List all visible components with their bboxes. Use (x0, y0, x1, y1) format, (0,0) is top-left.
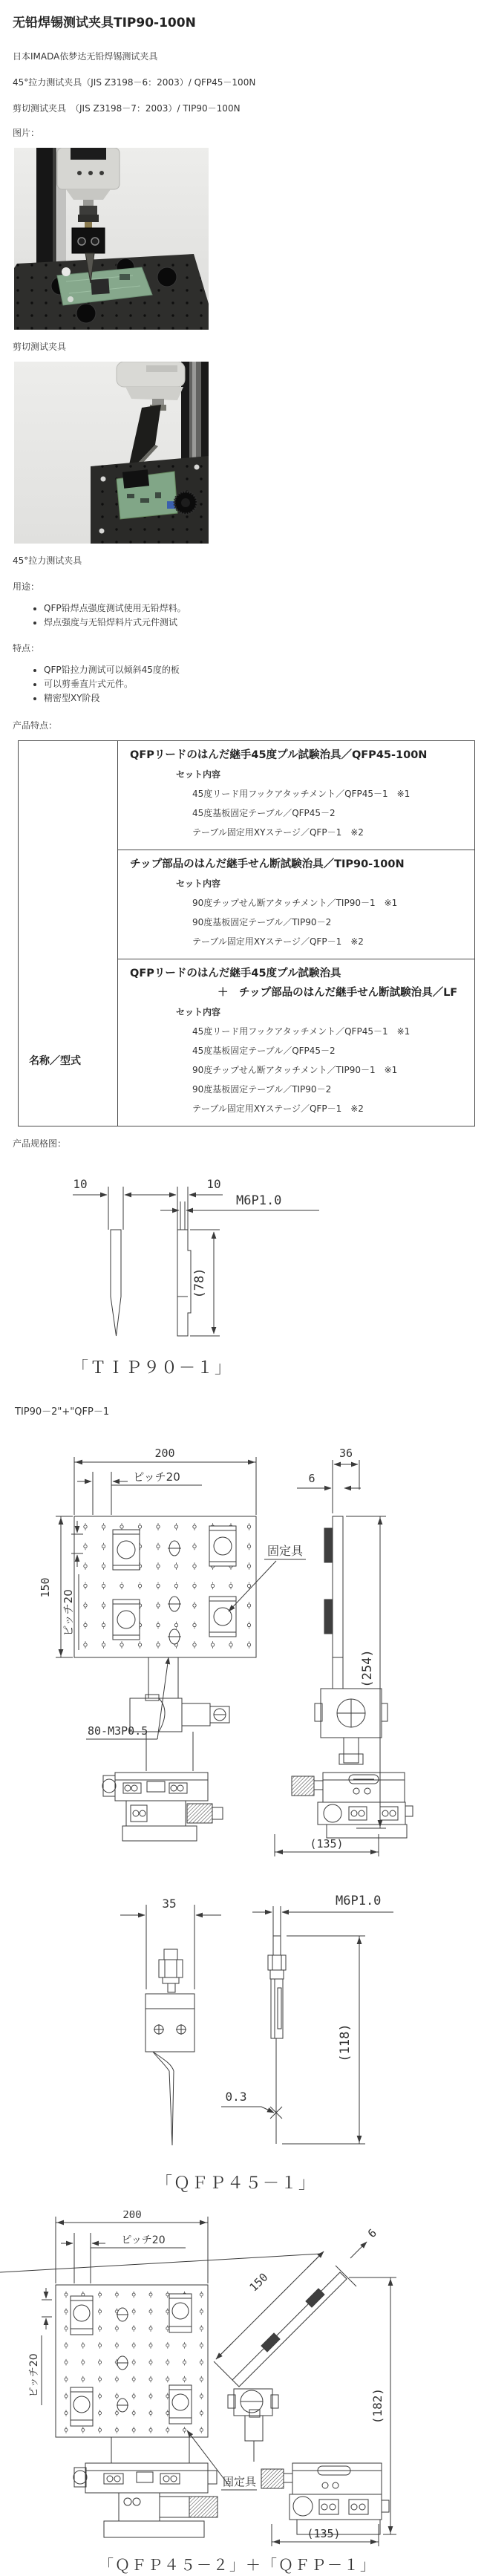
dim-36: 36 (339, 1447, 353, 1460)
section-title: QFPリードのはんだ継手45度プル試験治具／QFP45-100N (130, 749, 428, 761)
drawing-caption: 「ＱＦＰ４５－１」 (155, 2174, 317, 2193)
section-title: チップ部品のはんだ継手せん断試験治具／TIP90-100N (130, 858, 405, 870)
dim-tip: 0.3 (225, 2090, 247, 2104)
dim-width: 35 (162, 1897, 177, 1911)
set-item: 45度基板固定テーブル／QFP45－2 (192, 1046, 336, 1056)
set-item: テーブル固定用XYステージ／QFP－1 ※2 (192, 1103, 364, 1114)
pitch-left-label: ピッチ20 (28, 2353, 40, 2398)
pitch-top-label: ピッチ20 (133, 1470, 180, 1484)
thread-label: M6P1.0 (336, 1894, 382, 1908)
dim-width-right: 10 (206, 1177, 221, 1191)
dim-height: (118) (338, 2024, 353, 2062)
set-item: 45度基板固定テーブル／QFP45－2 (192, 808, 336, 818)
dim-width-left: 10 (73, 1177, 88, 1191)
usage-heading: 用途： (13, 581, 40, 592)
set-item: 90度基板固定テーブル／TIP90－2 (192, 1084, 332, 1095)
photo-pull-test-setup (14, 362, 209, 544)
clamp-knob (174, 492, 197, 514)
page-title: 无铅焊锡测试夹具TIP90-100N (13, 16, 196, 30)
set-contents-label: セット内容 (176, 769, 221, 780)
set-item: テーブル固定用XYステージ／QFP－1 ※2 (192, 827, 364, 838)
set-item: 90度チップせん断アタッチメント／TIP90－1 ※1 (192, 1065, 398, 1075)
table-section-tip90 (118, 850, 474, 959)
drawing-tip90-2-qfp-1 (0, 1442, 484, 1862)
set-contents-label: セット内容 (176, 878, 221, 889)
drawing-caption: 「ＱＦＰ４５－２」＋「ＱＦＰ－１」 (99, 2556, 376, 2574)
photo-shear-test-setup (14, 148, 209, 330)
dim-thickness: 6 (364, 2226, 380, 2241)
dim-stage-width: (135) (307, 2527, 341, 2540)
brand-line: 日本IMADA依梦达无铅焊锡测试夹具 (13, 51, 158, 62)
set-item: 90度基板固定テーブル／TIP90－2 (192, 917, 332, 927)
usage-list (13, 601, 484, 630)
holes-thread-label: 80-M3P0.5 (88, 1724, 148, 1738)
usage-item: • 焊点强度与无铅焊料片式元件测试 (44, 616, 484, 630)
drawing-qfp45-2-qfp-1 (0, 2211, 484, 2576)
feature-item: • QFP铅拉力测试可以倾斜45度的板 (44, 663, 484, 677)
dim-plate-length: 150 (246, 2270, 271, 2295)
section-title: QFPリードのはんだ継手45度プル試験治具 (130, 968, 341, 979)
set-item: 45度リード用フックアタッチメント／QFP45－1 ※1 (192, 1026, 411, 1037)
set-item: 45度リード用フックアタッチメント／QFP45－1 ※1 (192, 789, 411, 799)
drawing-caption: 「ＴＩＰ９０－１」 (71, 1359, 233, 1377)
dim-plate-width: 200 (154, 1447, 175, 1460)
drawing-tip90-1 (0, 1155, 484, 1386)
pull-test-line: 45°拉力测试夹具（JIS Z3198－6：2003）/ QFP45－100N (13, 77, 256, 88)
spec-table-heading: 产品特点： (13, 720, 58, 731)
pitch-top-label: ピッチ20 (121, 2234, 166, 2246)
feature-item: • 精密型XY阶段 (44, 691, 484, 705)
set-item: テーブル固定用XYステージ／QFP－1 ※2 (192, 936, 364, 947)
pcb-board (117, 469, 177, 519)
drawing-qfp45-1 (0, 1884, 484, 2203)
drawings-heading: 产品规格图： (13, 1138, 67, 1149)
photo-caption-shear: 剪切测试夹具 (13, 342, 67, 352)
feature-item: • 可以剪垂直片式元件。 (44, 677, 484, 691)
shear-test-line: 剪切测试夹具 （JIS Z3198－7：2003）/ TIP90－100N (13, 103, 241, 114)
features-heading: 特点： (13, 643, 40, 653)
fixing-clamp-label: 固定具 (267, 1544, 304, 1558)
set-item: 90度チップせん断アタッチメント／TIP90－1 ※1 (192, 898, 398, 908)
thread-label: M6P1.0 (236, 1193, 282, 1208)
usage-item: • QFP铅焊点强度测试使用无铅焊料。 (44, 601, 484, 616)
table-row-header: 名称／型式 (19, 741, 118, 1126)
dim-thickness: 6 (308, 1472, 315, 1485)
pitch-left-label: ピッチ20 (62, 1589, 75, 1637)
table-section-qfp45 (118, 741, 474, 850)
photos-label: 图片： (13, 128, 40, 138)
set-contents-label: セット内容 (176, 1007, 221, 1017)
dim-height: (78) (192, 1268, 207, 1299)
dim-overall-height: (254) (360, 1649, 375, 1688)
dim-overall-height: (182) (370, 2387, 385, 2425)
combo-drawing-label: TIP90－2"+"QFP－1 (15, 1406, 110, 1418)
model-spec-table (18, 740, 475, 1126)
section-title-line2: ＋ チップ部品のはんだ継手せん断試験治具／LF (218, 987, 458, 999)
fixing-clamp-label: 固定具 (223, 2475, 257, 2488)
dim-stage-width: (135) (310, 1837, 344, 1851)
photo-caption-pull: 45°拉力测试夹具 (13, 555, 82, 566)
features-list (13, 663, 484, 705)
dim-plate-height: 150 (39, 1577, 52, 1598)
dim-plate-width: 200 (122, 2211, 142, 2221)
table-section-combined (118, 959, 474, 1126)
